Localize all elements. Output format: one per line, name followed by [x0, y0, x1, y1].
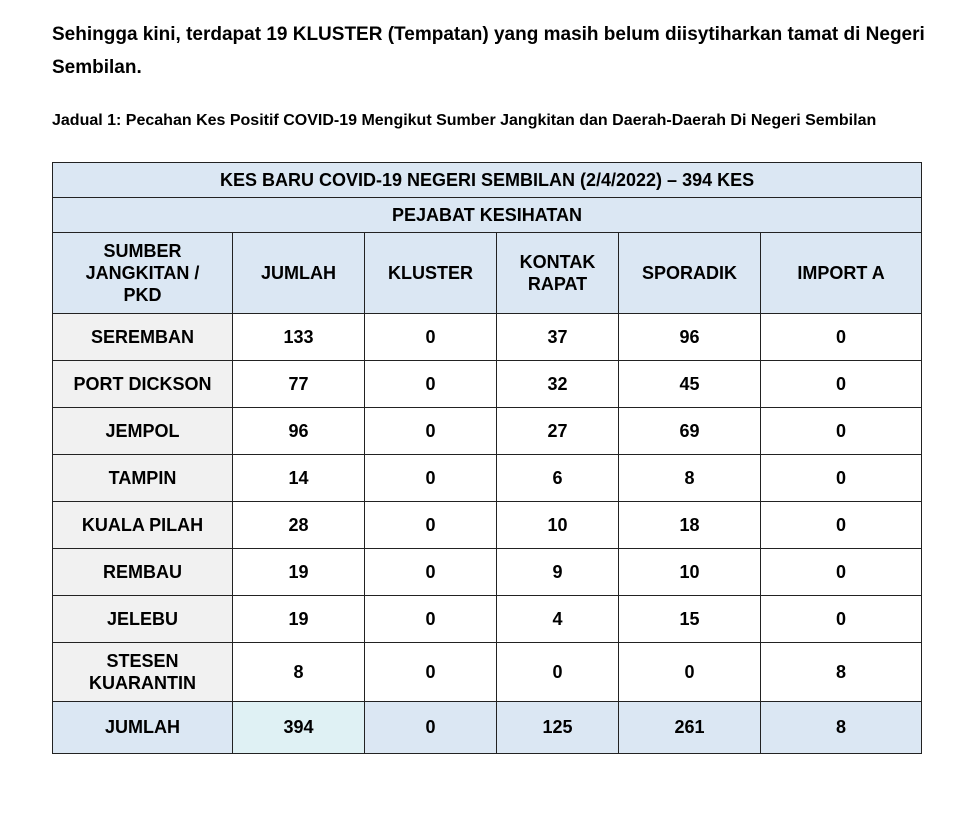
value-cell: 14 [233, 455, 365, 502]
district-cell: STESEN KUARANTIN [53, 643, 233, 702]
value-cell: 69 [619, 408, 761, 455]
table-subtitle: PEJABAT KESIHATAN [53, 198, 922, 233]
district-cell: PORT DICKSON [53, 361, 233, 408]
total-import: 8 [761, 702, 922, 754]
col-header-import: IMPORT A [761, 233, 922, 314]
value-cell: 15 [619, 596, 761, 643]
col-header-sumber: SUMBER JANGKITAN / PKD [53, 233, 233, 314]
value-cell: 0 [761, 314, 922, 361]
col-header-kontak-rapat: KONTAK RAPAT [497, 233, 619, 314]
value-cell: 37 [497, 314, 619, 361]
value-cell: 9 [497, 549, 619, 596]
value-cell: 0 [365, 361, 497, 408]
value-cell: 8 [619, 455, 761, 502]
value-cell: 45 [619, 361, 761, 408]
value-cell: 0 [619, 643, 761, 702]
value-cell: 8 [761, 643, 922, 702]
value-cell: 0 [761, 408, 922, 455]
value-cell: 18 [619, 502, 761, 549]
value-cell: 0 [365, 549, 497, 596]
total-kontak-rapat: 125 [497, 702, 619, 754]
value-cell: 0 [761, 455, 922, 502]
district-cell: SEREMBAN [53, 314, 233, 361]
col-header-jumlah: JUMLAH [233, 233, 365, 314]
value-cell: 8 [233, 643, 365, 702]
value-cell: 0 [365, 455, 497, 502]
value-cell: 0 [761, 596, 922, 643]
total-sporadik: 261 [619, 702, 761, 754]
value-cell: 0 [761, 549, 922, 596]
total-kluster: 0 [365, 702, 497, 754]
column-header-row [53, 233, 922, 314]
value-cell: 96 [233, 408, 365, 455]
value-cell: 27 [497, 408, 619, 455]
value-cell: 96 [619, 314, 761, 361]
table-row [53, 361, 922, 408]
district-cell: JEMPOL [53, 408, 233, 455]
table-row [53, 643, 922, 702]
covid-cases-table [52, 162, 922, 754]
table-row [53, 455, 922, 502]
value-cell: 0 [365, 643, 497, 702]
value-cell: 0 [365, 596, 497, 643]
table-title: KES BARU COVID-19 NEGERI SEMBILAN (2/4/2022) – 394 KES [53, 163, 922, 198]
value-cell: 0 [761, 361, 922, 408]
value-cell: 19 [233, 549, 365, 596]
value-cell: 10 [497, 502, 619, 549]
value-cell: 6 [497, 455, 619, 502]
total-label: JUMLAH [53, 702, 233, 754]
total-jumlah: 394 [233, 702, 365, 754]
table-row [53, 314, 922, 361]
table-row [53, 549, 922, 596]
district-cell: REMBAU [53, 549, 233, 596]
table-row [53, 502, 922, 549]
value-cell: 77 [233, 361, 365, 408]
value-cell: 19 [233, 596, 365, 643]
value-cell: 133 [233, 314, 365, 361]
col-header-kluster: KLUSTER [365, 233, 497, 314]
district-cell: KUALA PILAH [53, 502, 233, 549]
district-cell: TAMPIN [53, 455, 233, 502]
value-cell: 10 [619, 549, 761, 596]
intro-paragraph: Sehingga kini, terdapat 19 KLUSTER (Tempatan) yang masih belum diisytiharkan tamat di Negeri Sembilan. [52, 24, 925, 78]
value-cell: 4 [497, 596, 619, 643]
value-cell: 32 [497, 361, 619, 408]
table-caption: Jadual 1: Pecahan Kes Positif COVID-19 Mengikut Sumber Jangkitan dan Daerah-Daerah Di Negeri Sembilan [52, 112, 877, 129]
value-cell: 0 [365, 502, 497, 549]
value-cell: 0 [365, 314, 497, 361]
value-cell: 0 [365, 408, 497, 455]
col-header-sporadik: SPORADIK [619, 233, 761, 314]
total-row [53, 702, 922, 754]
value-cell: 28 [233, 502, 365, 549]
value-cell: 0 [761, 502, 922, 549]
table-row [53, 408, 922, 455]
value-cell: 0 [497, 643, 619, 702]
table-row [53, 596, 922, 643]
district-cell: JELEBU [53, 596, 233, 643]
